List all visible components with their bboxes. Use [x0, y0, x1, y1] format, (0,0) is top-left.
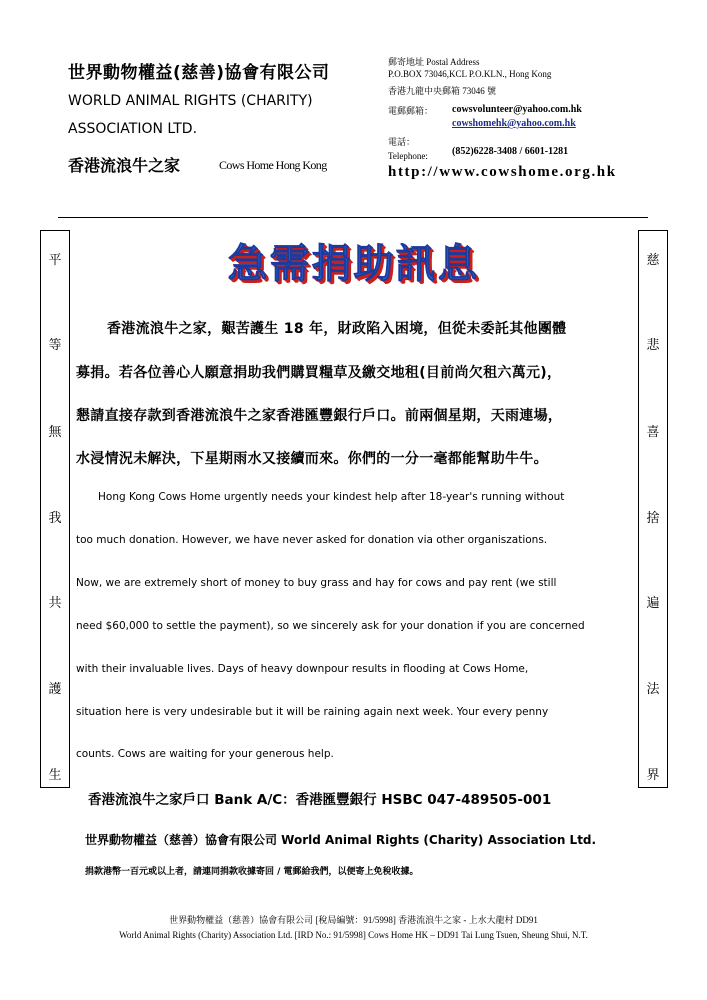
website-url: http://www.cowshome.org.hk	[388, 164, 617, 180]
body-zh-line: 懇請直接存款到香港流浪牛之家香港匯豐銀行戶口。前兩個星期，天雨連場，	[76, 408, 563, 424]
telephone-number: (852)6228-3408 / 6601-1281	[452, 146, 569, 157]
home-name-en: Cows Home Hong Kong	[219, 158, 327, 172]
body-zh-line: 募捐。若各位善心人願意捐助我們購買糧草及繳交地租(目前尚欠租六萬元)，	[76, 365, 562, 381]
email-link[interactable]: cowshomehk@yahoo.com.hk	[452, 118, 576, 129]
left-banner-char: 共	[48, 596, 62, 611]
right-banner-char: 法	[646, 682, 660, 697]
tax-receipt-note: 捐款港幣一百元或以上者，請連同捐款收據寄回 / 電郵給我們，以便寄上免稅收據。	[85, 867, 419, 877]
left-banner-char: 無	[48, 425, 62, 440]
body-en-line: counts. Cows are waiting for your generous help.	[76, 748, 334, 760]
left-banner-char: 等	[48, 338, 62, 353]
body-en-line: Now, we are extremely short of money to buy grass and hay for cows and pay rent (we still	[76, 577, 557, 589]
body-en-line: with their invaluable lives. Days of heavy downpour results in flooding at Cows Home,	[76, 663, 529, 675]
telephone-label-en: Telephone:	[388, 151, 428, 161]
body-en-line: need $60,000 to settle the payment), so we sincerely ask for your donation if you are concerned	[76, 620, 585, 632]
right-banner-char: 喜	[646, 425, 660, 440]
body-en-line: Hong Kong Cows Home urgently needs your kindest help after 18-year's running without	[98, 491, 565, 503]
footer-line-zh: 世界動物權益（慈善）協會有限公司 [稅局編號：91/5998] 香港流浪牛之家 - 上水大龍村 DD91	[169, 915, 538, 925]
org-name-en-line-1: WORLD ANIMAL RIGHTS (CHARITY)	[68, 93, 313, 109]
left-banner-char: 平	[48, 253, 62, 268]
right-side-banner	[638, 230, 668, 788]
left-side-banner	[40, 230, 70, 788]
footer-line-en: World Animal Rights (Charity) Association Ltd. [IRD No.: 91/5998] Cows Home HK – DD91 Tai Lung Tsuen, Sheung Shui, N.T.	[119, 930, 588, 940]
left-banner-char: 生	[48, 768, 62, 783]
org-name-en-line-2: ASSOCIATION LTD.	[68, 121, 198, 137]
left-banner-char: 護	[48, 682, 62, 697]
left-banner-char: 我	[48, 511, 62, 526]
body-en-line: too much donation. However, we have never asked for donation via other organiszations.	[76, 534, 548, 546]
header-divider	[58, 217, 648, 218]
email-volunteer: cowsvolunteer@yahoo.com.hk	[452, 104, 582, 115]
postal-address-line-2: 香港九龍中央郵箱 73046 號	[388, 86, 497, 96]
org-name-zh: 世界動物權益(慈善)協會有限公司	[68, 63, 330, 83]
right-banner-char: 捨	[646, 511, 660, 526]
postal-address-line-1: P.O.BOX 73046,KCL P.O.KLN., Hong Kong	[388, 69, 552, 79]
right-banner-char: 慈	[646, 253, 660, 268]
telephone-label-zh: 電話：	[388, 137, 416, 147]
appeal-title: 急需捐助訊息	[227, 241, 480, 287]
right-banner-char: 悲	[646, 338, 660, 353]
email-label: 電郵郵箱：	[388, 106, 434, 116]
right-banner-char: 遍	[646, 596, 660, 611]
home-name-zh: 香港流浪牛之家	[68, 156, 181, 175]
body-zh-line: 香港流浪牛之家，艱苦護生 18 年，財政陷入困境，但從未委託其他團體	[107, 321, 567, 337]
right-banner-char: 界	[646, 768, 660, 783]
body-en-line: situation here is very undesirable but it will be raining again next week. Your every penny	[76, 706, 549, 718]
body-zh-line: 水浸情況未解決，下星期雨水又接續而來。你們的一分一毫都能幫助牛牛。	[76, 451, 548, 467]
bank-account-line: 香港流浪牛之家戶口 Bank A/C：香港匯豐銀行 HSBC 047-489505-001	[88, 792, 552, 808]
postal-address-label: 郵寄地址 Postal Address	[388, 57, 480, 67]
org-name-footer: 世界動物權益（慈善）協會有限公司 World Animal Rights (Charity) Association Ltd.	[85, 833, 597, 847]
